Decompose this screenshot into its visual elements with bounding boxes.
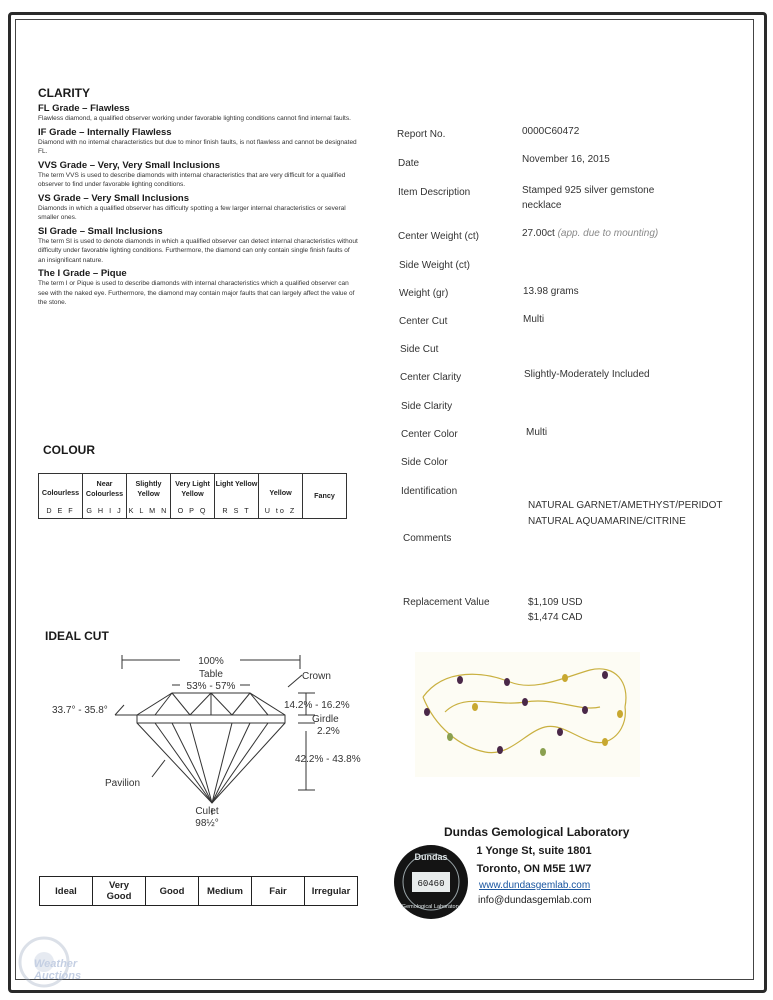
identification-line: NATURAL AQUAMARINE/CITRINE — [528, 516, 686, 527]
center-weight-label: Center Weight (ct) — [398, 231, 479, 242]
center-color-label: Center Color — [401, 429, 458, 440]
colour-cell: Slightly Yellow K L M N — [127, 474, 171, 519]
crown-angle-label: 33.7° - 35.8° — [52, 705, 108, 716]
center-color-value: Multi — [526, 427, 548, 438]
colour-cell: Very Light Yellow O P Q — [171, 474, 215, 519]
side-cut-label: Side Cut — [400, 344, 439, 355]
grade-title: SI Grade – Small Inclusions — [38, 225, 163, 237]
grade-i — [38, 268, 358, 308]
grade-desc: Flawless diamond, a qualified observer working under favorable lighting conditions cannot find internal faults. — [38, 115, 351, 122]
grade-fl — [38, 103, 358, 124]
ideal-cut-heading: IDEAL CUT — [45, 629, 109, 643]
girdle-label: Girdle — [312, 714, 339, 725]
culet-label: Culet — [195, 806, 219, 817]
side-color-label: Side Color — [401, 457, 448, 468]
clarity-grade-list — [38, 103, 358, 308]
identification-line: NATURAL GARNET/AMETHYST/PERIDOT — [528, 500, 723, 511]
grade-desc: The term SI is used to denote diamonds in which a qualified observer can detect internal characteristics without difficulty under favorable lighting conditions. Furthermore, the diamond can only contain single finish faults of an insignificant nature. — [38, 237, 358, 264]
lab-address-1: 1 Yonge St, suite 1801 — [476, 845, 592, 857]
colour-heading: COLOUR — [43, 443, 95, 457]
date-label: Date — [398, 158, 420, 169]
item-description-value: Stamped 925 silver gemstone necklace — [522, 185, 655, 211]
pavilion-depth-label: 42.2% - 43.8% — [295, 754, 361, 765]
crown-label: Crown — [302, 671, 331, 682]
grade-title: VVS Grade – Very, Very Small Inclusions — [38, 159, 220, 171]
grade-if — [38, 127, 358, 157]
girdle-pct-label: 2.2% — [317, 726, 340, 737]
replacement-usd: $1,109 USD — [528, 597, 583, 608]
center-weight-field — [522, 228, 658, 239]
grade-desc: The term I or Pique is used to describe diamonds with internal characteristics which a qualified observer can see with the naked eye. Furthermore, the diamond may contain major faults that can largely affect the value of the stone. — [38, 280, 355, 306]
cut-grade-cell: Fair — [252, 877, 305, 906]
cut-grade-cell: Good — [146, 877, 199, 906]
identification-label: Identification — [401, 486, 458, 497]
grade-si — [38, 226, 358, 266]
colour-cell: Colourless D E F — [39, 474, 83, 519]
colour-cell: Light Yellow R S T — [215, 474, 259, 519]
table-range-label: 53% - 57% — [186, 681, 236, 692]
center-cut-label: Center Cut — [399, 316, 448, 327]
item-description-label: Item Description — [398, 187, 471, 198]
grade-title: The I Grade – Pique — [38, 268, 127, 279]
lab-address-2: Toronto, ON M5E 1W7 — [476, 863, 592, 875]
colour-cell: Yellow U to Z — [259, 474, 303, 519]
width-label: 100% — [198, 656, 224, 667]
grade-title: FL Grade – Flawless — [38, 103, 130, 114]
cut-grade-cell: Medium — [199, 877, 252, 906]
cut-grade-cell: Irregular — [305, 877, 358, 906]
report-no-value: 0000C60472 — [522, 126, 580, 137]
replacement-value-label: Replacement Value — [403, 597, 490, 608]
center-clarity-value: Slightly-Moderately Included — [524, 369, 650, 380]
seal-number: 60460 — [417, 879, 445, 889]
culet-pct-label: 98½° — [195, 818, 219, 829]
colour-cell: Fancy — [303, 474, 347, 519]
clarity-heading: CLARITY — [38, 86, 90, 100]
cut-grade-cell: Ideal — [40, 877, 93, 906]
grade-title: IF Grade – Internally Flawless — [38, 126, 172, 138]
seal-top-text: Dundas — [414, 852, 448, 862]
pavilion-label: Pavilion — [105, 778, 141, 789]
weight-label: Weight (gr) — [399, 288, 449, 299]
cut-grade-scale — [39, 876, 358, 906]
colour-cell: Near Colourless G H I J — [83, 474, 127, 519]
grade-title: VS Grade – Very Small Inclusions — [38, 192, 190, 204]
lab-email: info@dundasgemlab.com — [478, 895, 592, 906]
center-weight-value: 27.00ct — [522, 228, 555, 239]
side-weight-label: Side Weight (ct) — [399, 260, 470, 271]
weight-value: 13.98 grams — [523, 286, 579, 297]
lab-name: Dundas Gemological Laboratory — [444, 825, 630, 839]
grade-desc: Diamonds in which a qualified observer has difficulty spotting a few larger internal characteristics or several smaller ones. — [38, 204, 346, 221]
replacement-cad: $1,474 CAD — [528, 612, 583, 623]
date-value: November 16, 2015 — [522, 154, 610, 165]
comments-label: Comments — [403, 533, 452, 544]
replacement-value — [528, 595, 582, 625]
center-weight-note: (app. due to mounting) — [557, 228, 659, 239]
grade-desc: The term VVS is used to describe diamonds with internal characteristics that are very difficult for a qualified observer to find under favorable lighting conditions. — [38, 171, 346, 188]
watermark-text: Weather Auctions — [34, 958, 82, 982]
center-clarity-label: Center Clarity — [400, 372, 462, 383]
grade-desc: Diamond with no internal characteristics but due to minor finish faults, is not flawless and cannot be designated FL. — [38, 138, 357, 155]
identification-value — [528, 498, 722, 530]
crown-height-label: 14.2% - 16.2% — [284, 700, 350, 711]
lab-website-link[interactable]: www.dundasgemlab.com — [479, 880, 591, 891]
watermark-logo — [14, 930, 124, 992]
cut-grade-cell: Very Good — [93, 877, 146, 906]
grade-vs — [38, 193, 358, 223]
side-clarity-label: Side Clarity — [401, 401, 453, 412]
necklace-photo — [415, 652, 640, 777]
colour-scale-table — [38, 473, 347, 519]
diamond-proportions-diagram — [40, 645, 370, 835]
grade-vvs — [38, 160, 358, 190]
seal-bottom-text: Gemological Laboratory — [401, 904, 461, 910]
table-label: Table — [199, 669, 223, 680]
report-no-label: Report No. — [397, 129, 446, 140]
center-cut-value: Multi — [523, 314, 545, 325]
